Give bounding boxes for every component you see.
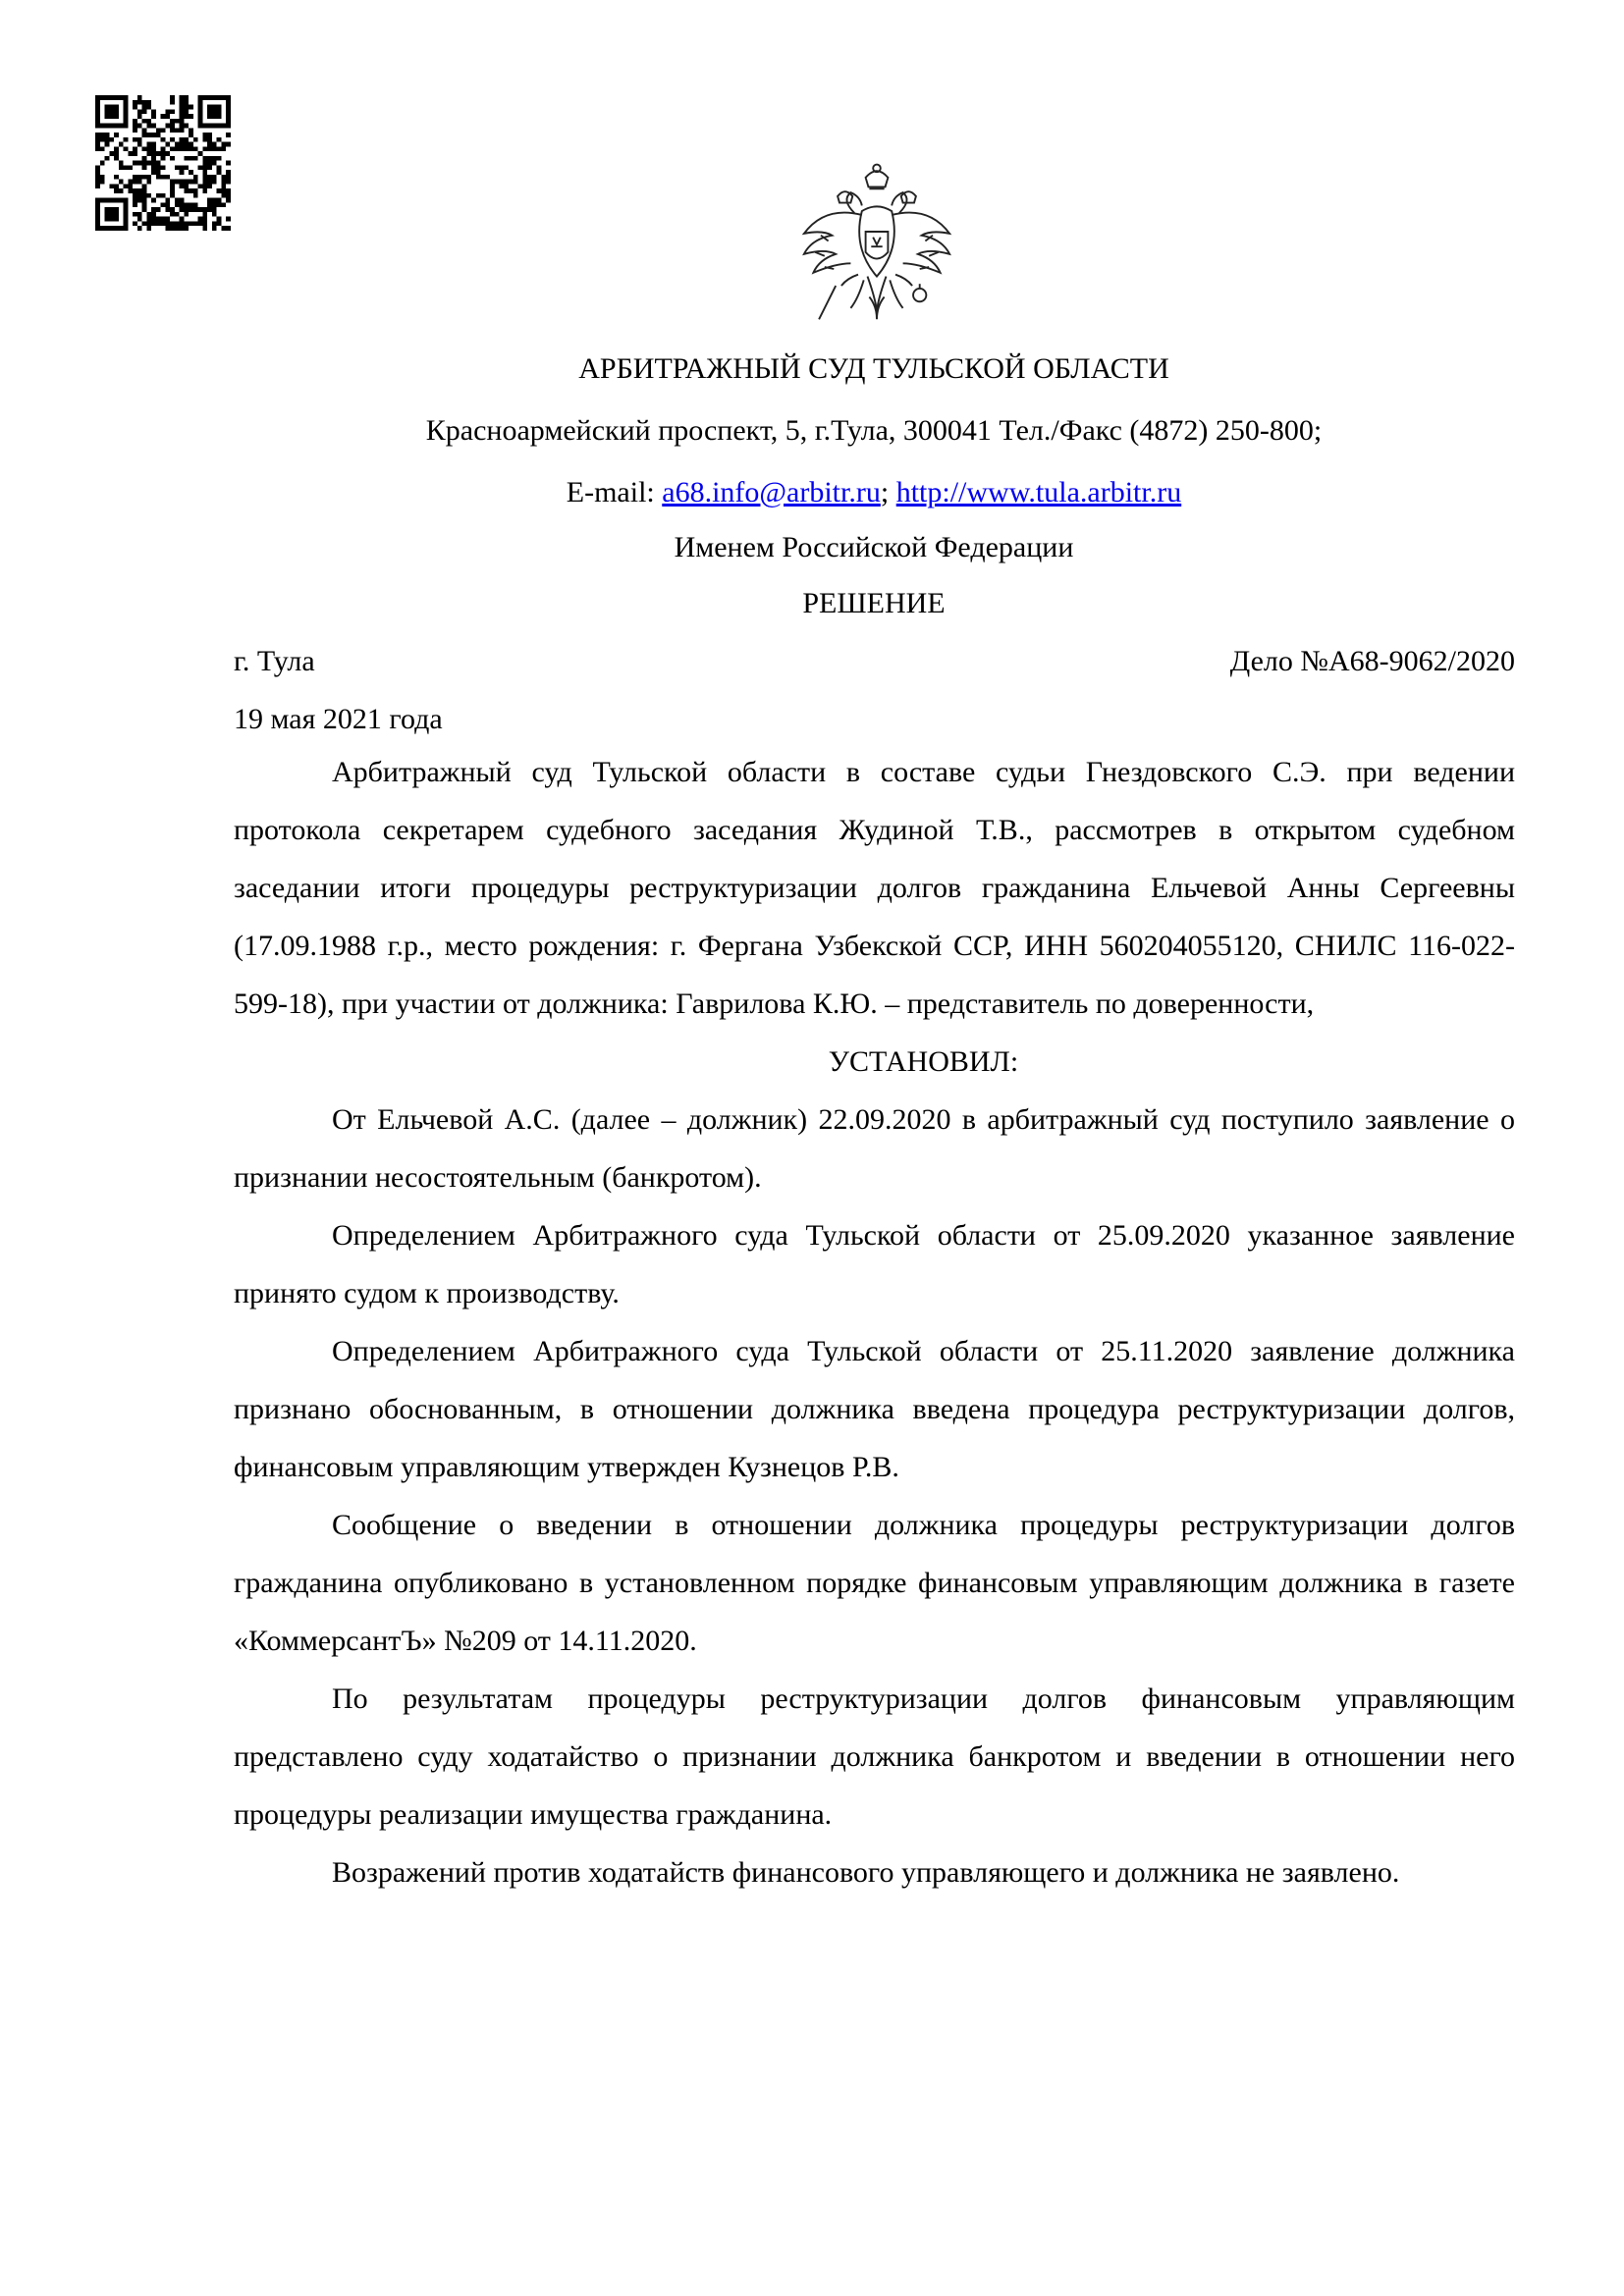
body-paragraph: По результатам процедуры реструктуризации долгов финансовым управляющим представлено суду ходатайство о признании должника банкротом и введении в отношении него процедуры реализации имущества гражданина. [234, 1682, 1515, 1831]
body-paragraph: Сообщение о введении в отношении должника процедуры реструктуризации долгов гражданина опубликовано в установленном порядке финансовым управляющим должника в газете «КоммерсантЪ» №209 от 14.11.2020. [234, 1509, 1515, 1657]
email-link[interactable]: a68.info@arbitr.ru [662, 476, 881, 508]
email-label: E-mail: [566, 476, 663, 508]
coat-of-arms-icon [784, 157, 970, 344]
intro-paragraph: Арбитражный суд Тульской области в составе судьи Гнездовского С.Э. при ведении протокола секретарем судебного заседания Жудиной Т.В., рассмотрев в открытом судебном заседании итоги процедуры реструктуризации долгов гражданина Ельчевой Анны Сергеевны (17.09.1988 г.р., место рождения: г. Фергана Узбекской ССР, ИНН 560204055120, СНИЛС 116-022-599-18), при участии от должника: Гаврилова К.Ю. – представитель по доверенности, [234, 756, 1515, 1020]
body-paragraph: Возражений против ходатайств финансового управляющего и должника не заявлено. [332, 1856, 1400, 1889]
qr-code-icon [95, 95, 231, 231]
in-the-name-line: Именем Российской Федерации [674, 531, 1074, 563]
case-number: Дело №А68-9062/2020 [1229, 645, 1515, 677]
decision-date: 19 мая 2021 года [234, 703, 443, 735]
court-address: Красноармейский проспект, 5, г.Тула, 300041 Тел./Факс (4872) 250-800; [425, 414, 1323, 447]
body-paragraph: Определением Арбитражного суда Тульской области от 25.11.2020 заявление должника признано обоснованным, в отношении должника введена процедура реструктуризации долгов, финансовым управляющим утвержден Кузнецов Р.В. [234, 1335, 1515, 1483]
court-name: АРБИТРАЖНЫЙ СУД ТУЛЬСКОЙ ОБЛАСТИ [578, 352, 1169, 385]
body-paragraph: От Ельчевой А.С. (далее – должник) 22.09.2020 в арбитражный суд поступило заявление о признании несостоятельным (банкротом). [234, 1103, 1515, 1194]
website-link[interactable]: http://www.tula.arbitr.ru [895, 476, 1182, 508]
document-body [234, 743, 1515, 1901]
contacts-separator: ; [880, 476, 896, 508]
established-heading: УСТАНОВИЛ: [828, 1045, 1019, 1078]
body-paragraph: Определением Арбитражного суда Тульской области от 25.09.2020 указанное заявление принято судом к производству. [234, 1219, 1515, 1309]
document-title: РЕШЕНИЕ [802, 587, 946, 619]
city: г. Тула [234, 645, 315, 677]
court-contacts [236, 475, 1512, 510]
